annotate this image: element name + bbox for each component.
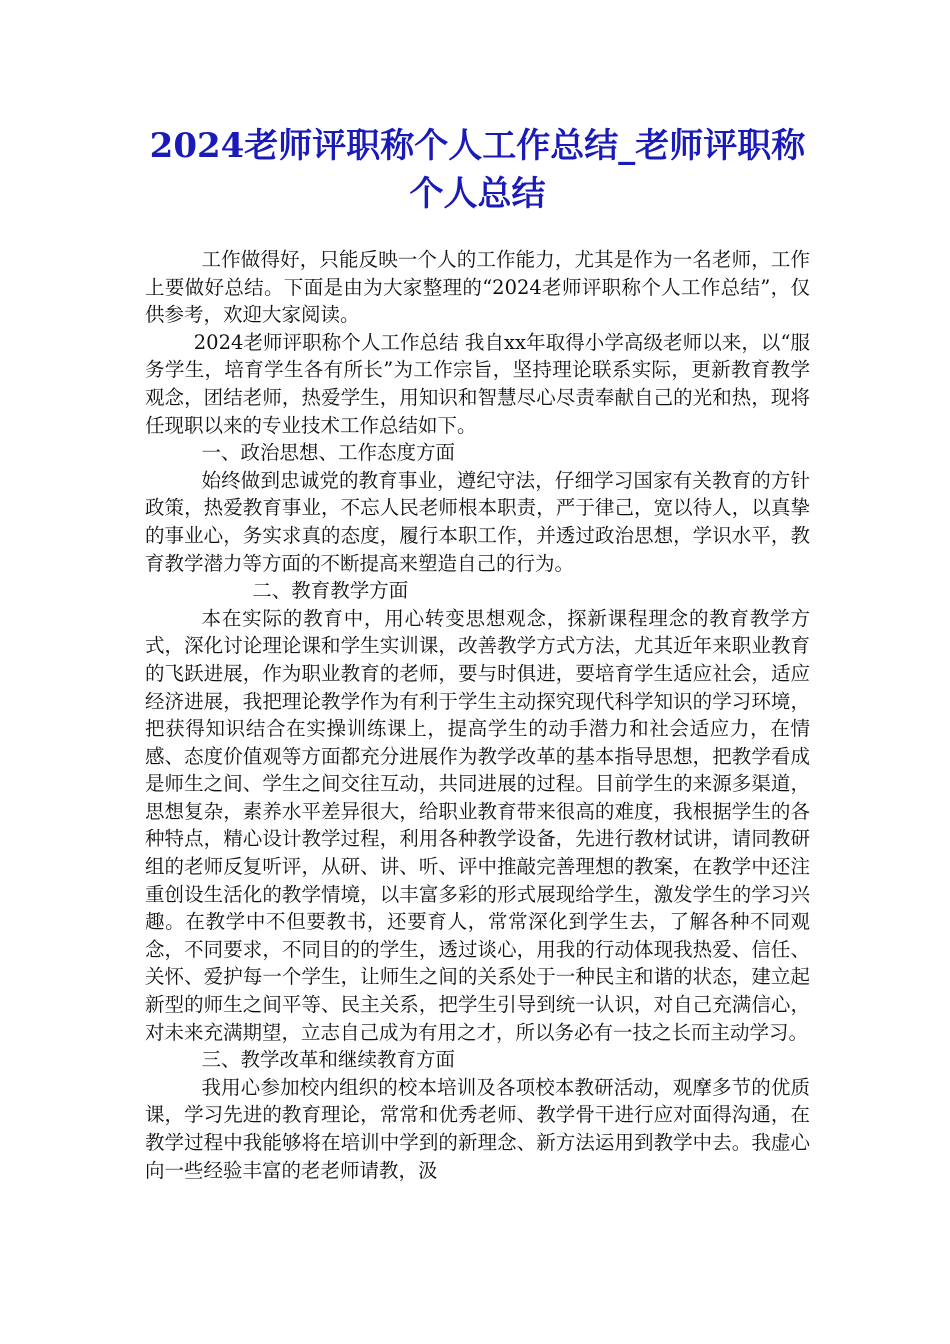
paragraph-reform: 我用心参加校内组织的校本培训及各项校本教研活动，观摩多节的优质课，学习先进的教育理论，常常和优秀老师、教学骨干进行应对面得沟通，在教学过程中我能够将在培训中学到的新理念、新方法运用到教学中去。我虚心向一些经验丰富的老老师请教，汲 bbox=[145, 1075, 810, 1182]
section-heading-reform: 三、教学改革和继续教育方面 bbox=[201, 1048, 456, 1072]
paragraph-teaching: 本在实际的教育中，用心转变思想观念，探新课程理念的教育教学方式，深化讨论理论课和学生实训课，改善教学方式方法，尤其近年来职业教育的飞跃进展，作为职业教育的老师，要与时俱进，要培育学生适应社会，适应经济进展，我把理论教学作为有利于学生主动探究现代科学知识的学习环境，把获得知识结合在实操训练课上，提高学生的动手潜力和社会适应力，在情感、态度价值观等方面都充分进展作为教学改革的基本指导思想，把教学看成是师生之间、学生之间交往互动，共同进展的过程。目前学生的来源多渠道，思想复杂，素养水平差异很大，给职业教育带来很高的难度，我根据学生的各种特点，精心设计教学过程，利用各种教学设备，先进行教材试讲，请同教研组的老师反复听评，从研、讲、听、评中推敲完善理想的教案，在教学中还注重创设生活化的教学情境，以丰富多彩的形式展现给学生，激发学生的学习兴趣。在教学中不但要教书，还要育人，常常深化到学生去，了解各种不同观念，不同要求，不同目的的学生，透过谈心，用我的行动体现我热爱、信任、关怀、爱护每一个学生，让师生之间的关系处于一种民主和谐的状态，建立起新型的师生之间平等、民主关系，把学生引导到统一认识，对自己充满信心，对未来充满期望，立志自己成为有用之才，所以务必有一技之长而主动学习。 bbox=[145, 606, 810, 1044]
document-body bbox=[145, 246, 810, 1184]
paragraph-political: 始终做到忠诚党的教育事业，遵纪守法，仔细学习国家有关教育的方针政策，热爱教育事业，不忘人民老师根本职责，严于律己，宽以待人，以真挚的事业心，务实求真的态度，履行本职工作，并透过政治思想，学识水平，教育教学潜力等方面的不断提高来塑造自己的行为。 bbox=[145, 468, 810, 575]
paragraph-intro: 工作做得好，只能反映一个人的工作能力，尤其是作为一名老师，工作上要做好总结。下面是由为大家整理的“2024老师评职称个人工作总结”，仅供参考，欢迎大家阅读。 bbox=[145, 248, 810, 327]
section-heading-political: 一、政治思想、工作态度方面 bbox=[201, 441, 456, 465]
paragraph-summary-opening: 2024老师评职称个人工作总结 我自xx年取得小学高级老师以来，以“服务学生，培育学生各有所长”为工作宗旨，坚持理论联系实际，更新教育教学观念，团结老师，热爱学生，用知识和智慧尽心尽责奉献自己的光和热，现将任现职以来的专业技术工作总结如下。 bbox=[145, 330, 810, 437]
document-page bbox=[145, 122, 810, 1184]
document-title: 2024老师评职称个人工作总结_老师评职称个人总结 bbox=[149, 126, 806, 214]
section-heading-teaching: 二、教育教学方面 bbox=[252, 579, 409, 603]
